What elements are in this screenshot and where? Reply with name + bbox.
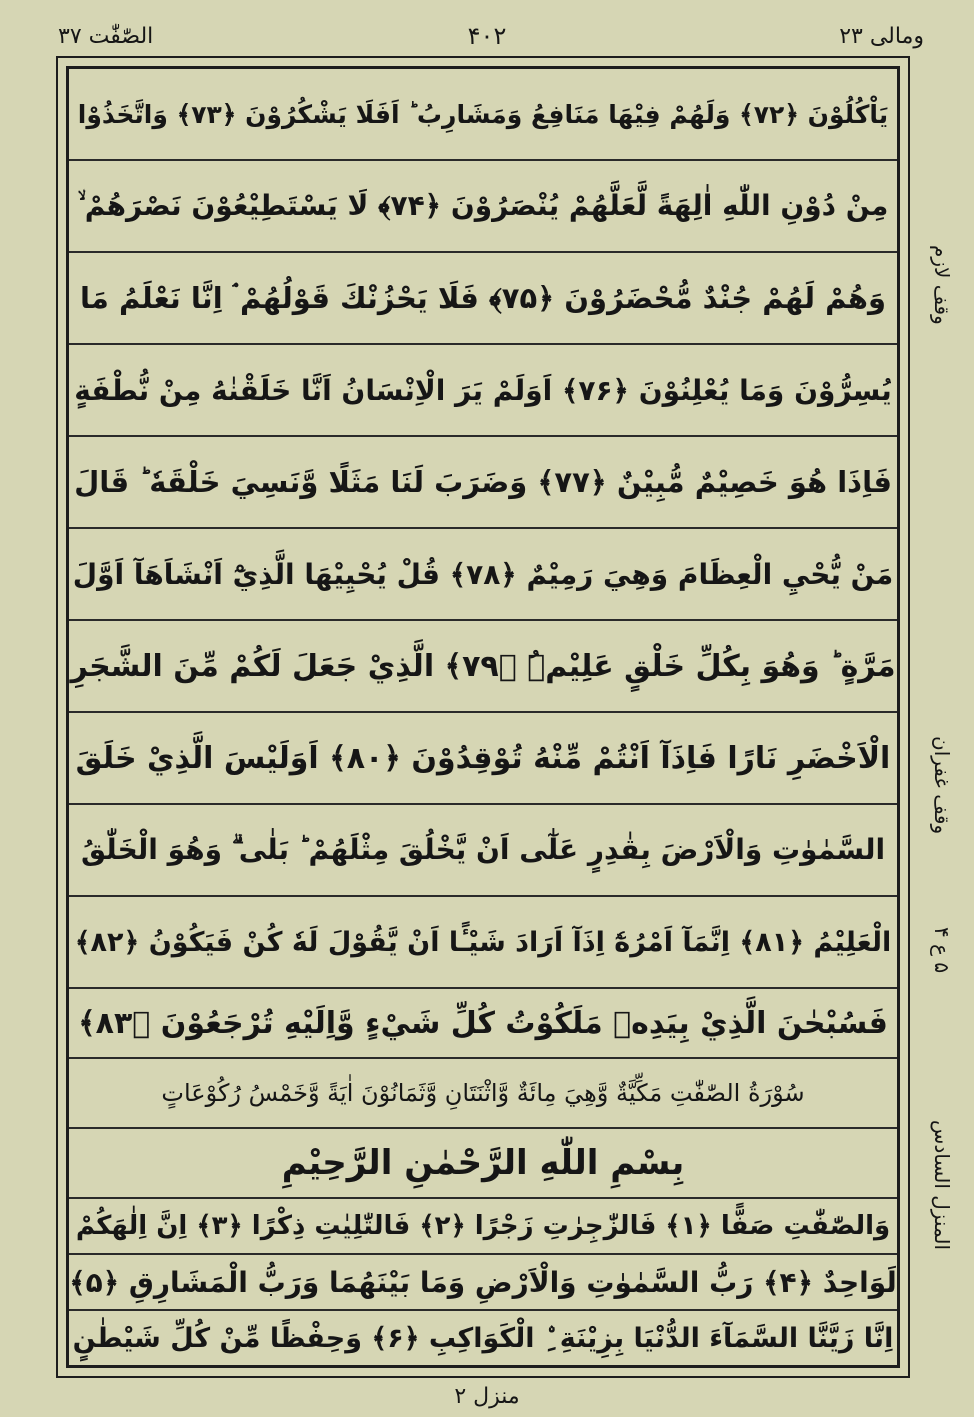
text-line-8: الْاَخْضَرِ نَارًا فَاِذَآ اَنْتُمْ مِّنْهُ تُوْقِدُوْنَ ﴿۸۰﴾ اَوَلَيْسَ الَّذِيْ خَلَقَ (69, 713, 897, 805)
juz-reference: ومالی ۲۳ (839, 24, 924, 49)
text-line-14: وَالصّٰفّٰتِ صَفًّا ﴿۱﴾ فَالزّٰجِرٰتِ زَجْرًا ﴿۲﴾ فَالتّٰلِيٰتِ ذِكْرًا ﴿۳﴾ اِنَّ اِلٰهَكُمْ (69, 1199, 897, 1255)
page-number: ۴۰۲ (467, 22, 507, 50)
footer-manzil: منزل ۲ (454, 1384, 520, 1409)
text-line-5: فَاِذَا هُوَ خَصِيْمٌ مُّبِيْنٌ ﴿۷۷﴾ وَضَرَبَ لَنَا مَثَلًا وَّنَسِيَ خَلْقَهٗ ؕ قَالَ (69, 437, 897, 529)
text-line-6: مَنْ يُّحْيِ الْعِظَامَ وَهِيَ رَمِيْمٌ ﴿۷۸﴾ قُلْ يُحْيِيْهَا الَّذِيْٓ اَنْشَاَهَآ اَوَّلَ (69, 529, 897, 621)
bismillah-line: بِسْمِ اللّٰهِ الرَّحْمٰنِ الرَّحِيْمِ (69, 1129, 897, 1199)
text-block (69, 69, 897, 1365)
margin-note-ruku: ۵ ع ۴ (930, 926, 954, 974)
text-line-7: مَرَّةٍ ؕ وَهُوَ بِكُلِّ خَلْقٍ عَلِيْمُۨ ﴿۷۹﴾ الَّذِيْ جَعَلَ لَكُمْ مِّنَ الشَّجَرِ (69, 621, 897, 713)
margin-note-waqf-ghufran: وقف غفران (930, 735, 954, 835)
text-line-3: وَهُمْ لَهُمْ جُنْدٌ مُّحْضَرُوْنَ ﴿۷۵﴾ فَلَا يَحْزُنْكَ قَوْلُهُمْ ۘ اِنَّا نَعْلَمُ مَا (69, 253, 897, 345)
text-line-1: يَاْكُلُوْنَ ﴿۷۲﴾ وَلَهُمْ فِيْهَا مَنَافِعُ وَمَشَارِبُ ؕ اَفَلَا يَشْكُرُوْنَ ﴿۷۳﴾ وَاتَّخَذُوْا (69, 69, 897, 161)
margin-note-manzil: المنزل السادس (930, 1119, 954, 1251)
text-line-16: اِنَّا زَيَّنَّا السَّمَآءَ الدُّنْيَا بِزِيْنَةِ ِۨ الْكَوَاكِبِ ﴿۶﴾ وَحِفْظًا مِّنْ كُلِّ شَيْطٰنٍ (72, 1322, 894, 1354)
text-line-2: مِنْ دُوْنِ اللّٰهِ اٰلِهَةً لَّعَلَّهُمْ يُنْصَرُوْنَ ﴿۷۴﴾ لَا يَسْتَطِيْعُوْنَ نَصْرَهُمْ ۙ (69, 161, 897, 253)
margin-note-waqf-lazim: وقف لازم (930, 245, 954, 325)
text-line-4: يُسِرُّوْنَ وَمَا يُعْلِنُوْنَ ﴿۷۶﴾ اَوَلَمْ يَرَ الْاِنْسَانُ اَنَّا خَلَقْنٰهُ مِنْ نُّطْفَةٍ (69, 345, 897, 437)
page-header (0, 0, 974, 56)
surah-title-line: سُوْرَةُ الصّٰفّٰتِ مَكِّيَّةٌ وَّهِيَ مِائَةٌ وَّاثْنَتَانِ وَّثَمَانُوْنَ اٰيَةً وَّخَمْسُ رُكُوْعَاتٍ (69, 1059, 897, 1129)
page-footer (0, 1378, 974, 1417)
text-line-15: لَوَاحِدٌ ﴿۴﴾ رَبُّ السَّمٰوٰتِ وَالْاَرْضِ وَمَا بَيْنَهُمَا وَرَبُّ الْمَشَارِقِ ﴿۵﴾ (69, 1255, 897, 1311)
surah-reference: الصّٰفّٰت ۳۷ (58, 24, 154, 49)
text-line-10: الْعَلِيْمُ ﴿۸۱﴾ اِنَّمَآ اَمْرُهٗٓ اِذَآ اَرَادَ شَيْـًٔا اَنْ يَّقُوْلَ لَهٗ كُنْ فَيَكُوْنُ ﴿۸۲﴾ (69, 897, 897, 989)
text-line-9: السَّمٰوٰتِ وَالْاَرْضَ بِقٰدِرٍ عَلٰٓى اَنْ يَّخْلُقَ مِثْلَهُمْ ؕ بَلٰى ۗ وَهُوَ الْخَلّٰقُ (69, 805, 897, 897)
text-line-11: فَسُبْحٰنَ الَّذِيْ بِيَدِهٖ مَلَكُوْتُ كُلِّ شَيْءٍ وَّاِلَيْهِ تُرْجَعُوْنَ ﴿۸۳﴾ (69, 989, 897, 1059)
